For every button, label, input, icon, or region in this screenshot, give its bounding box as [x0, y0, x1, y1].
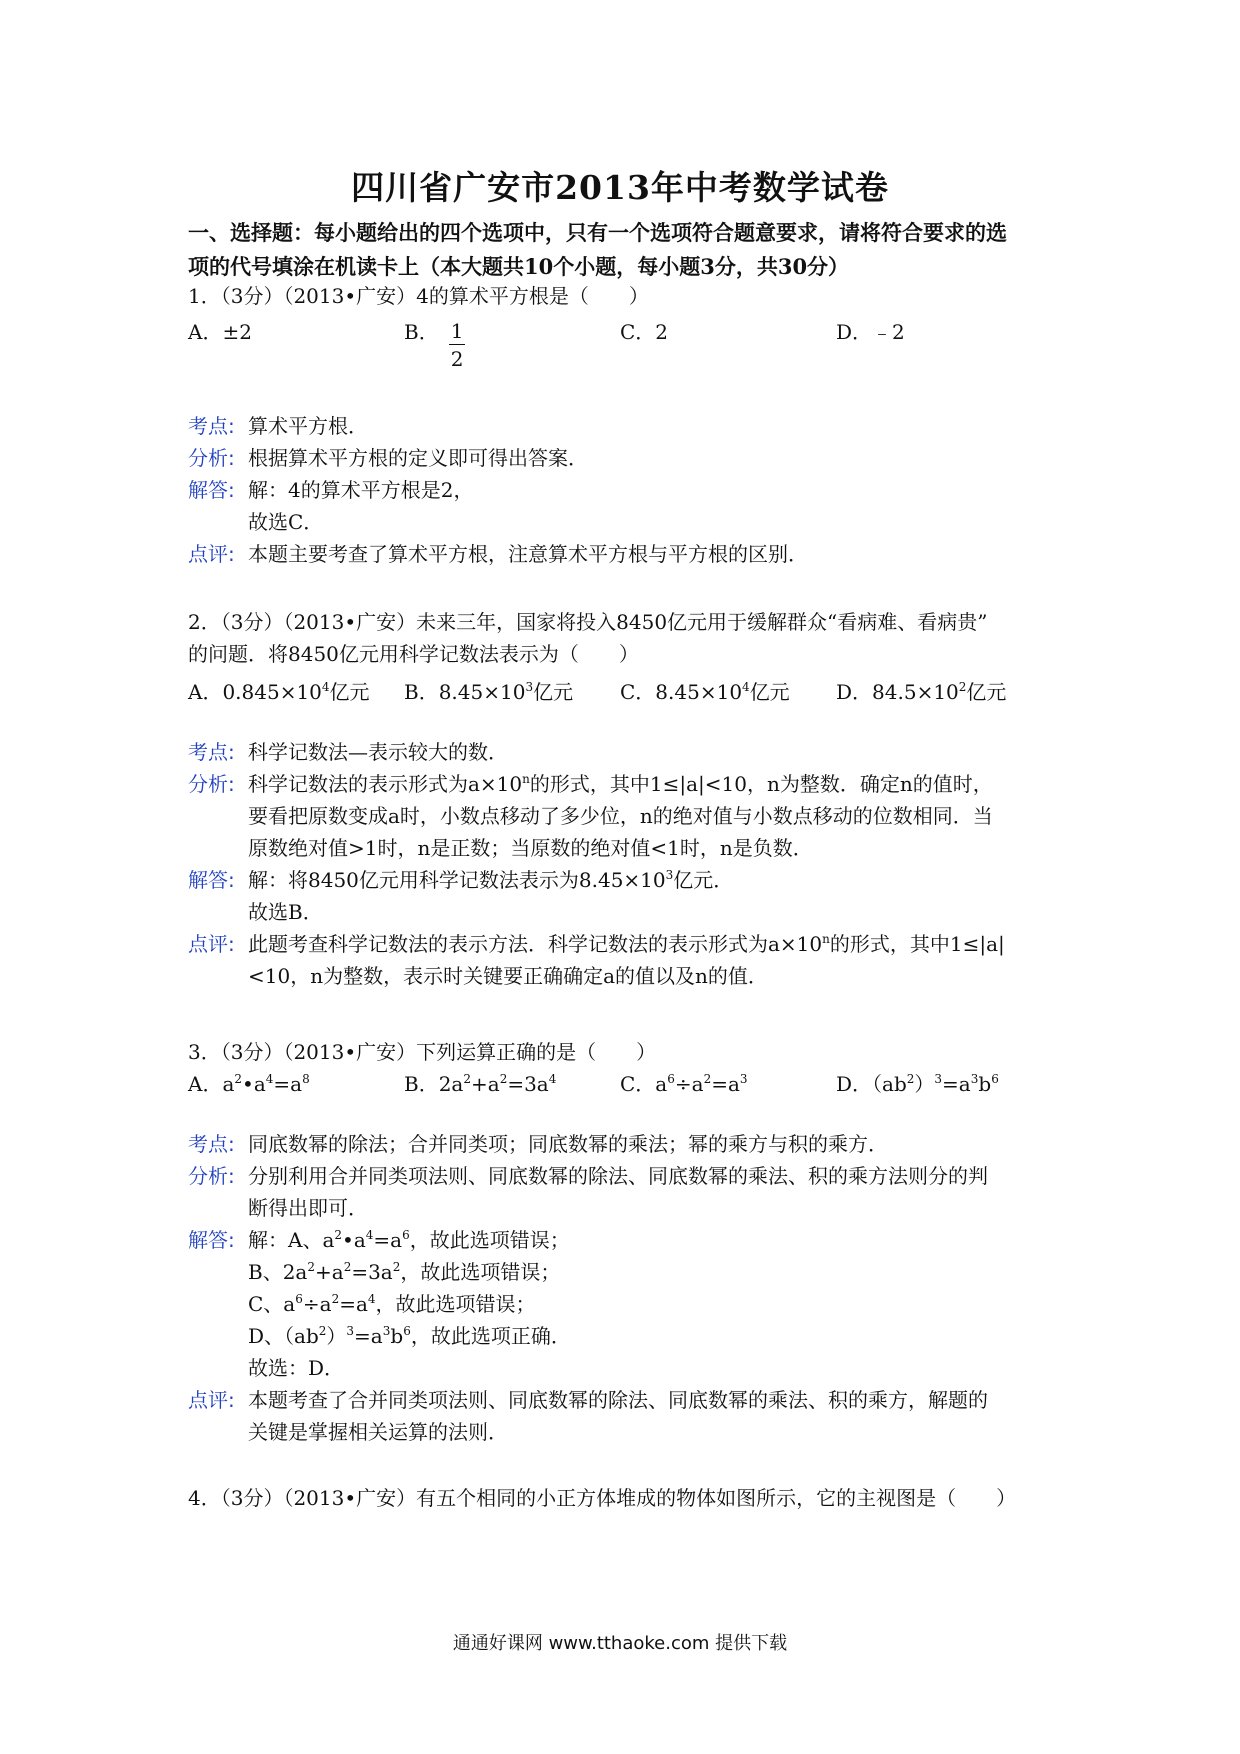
option-b-unit: 亿元 — [533, 680, 574, 704]
expr-part: =a — [339, 1292, 368, 1316]
exponent: 6 — [295, 1292, 303, 1306]
expr-part: b — [390, 1324, 404, 1348]
question-4-stem: 4．（3分）（2013•广安）有五个相同的小正方体堆成的物体如图所示，它的主视图是（ ） — [188, 1486, 1017, 1510]
option-c: C．2 — [620, 320, 669, 344]
fenxi-text: 要看把原数变成a时，小数点移动了多少位，n的绝对值与小数点移动的位数相同．当 — [248, 804, 993, 828]
expr-part: +a — [471, 1072, 500, 1096]
option-b — [404, 316, 465, 371]
option-d-base: D．84.5×10 — [836, 680, 959, 704]
exponent: 3 — [934, 1072, 943, 1086]
expr-part: D．（ab — [836, 1072, 907, 1096]
expr-part: ，故此选项正确． — [410, 1324, 571, 1348]
question-3-analysis — [188, 1128, 1068, 1448]
dianping-text-part: 此题考查科学记数法的表示方法．科学记数法的表示形式为a×10 — [248, 932, 823, 956]
expr-part: B、2a — [248, 1260, 308, 1284]
expr-part: ，故此选项错误； — [400, 1260, 561, 1284]
exponent: 8 — [302, 1072, 310, 1086]
exponent: 2 — [234, 1072, 243, 1086]
option-a: A．±2 — [188, 320, 252, 344]
exponent: 2 — [703, 1072, 712, 1086]
expr-part: b — [978, 1072, 992, 1096]
dianping-text: 本题考查了合并同类项法则、同底数幂的除法、同底数幂的乘法、积的乘方，解题的 — [248, 1388, 988, 1412]
exponent: 2 — [499, 1072, 508, 1086]
jieda-label: 解答: — [188, 1228, 235, 1252]
exponent: n — [822, 932, 830, 946]
kaodian-label: 考点: — [188, 414, 235, 438]
section-heading-line-2: 项的代号填涂在机读卡上（本大题共10个小题，每小题3分，共30分） — [188, 254, 850, 279]
kaodian-label: 考点: — [188, 740, 235, 764]
jieda-text — [248, 1288, 1068, 1320]
expr-part: ，故此选项错误； — [375, 1292, 536, 1316]
exponent: 2 — [958, 680, 967, 694]
expr-part: •a — [242, 1072, 266, 1096]
jieda-label: 解答: — [188, 478, 235, 502]
option-c-base: C．8.45×10 — [620, 680, 743, 704]
exponent: 2 — [392, 1260, 401, 1274]
exponent: 2 — [307, 1260, 315, 1274]
kaodian-text: 同底数幂的除法；合并同类项；同底数幂的乘法；幂的乘方与积的乘方． — [248, 1132, 888, 1156]
option-b-base: B．8.45×10 — [404, 680, 526, 704]
question-2-stem — [188, 606, 1068, 670]
question-1-options — [188, 316, 1068, 371]
exponent: 4 — [548, 1072, 557, 1086]
option-d: D．﹣2 — [836, 320, 905, 344]
jieda-text — [248, 1224, 1068, 1256]
option-c-unit: 亿元 — [749, 680, 790, 704]
expr-part: =a — [942, 1072, 971, 1096]
expr-part: =3a — [351, 1260, 393, 1284]
exponent: 2 — [318, 1324, 327, 1338]
question-3-stem: 3．（3分）（2013•广安）下列运算正确的是（ ） — [188, 1040, 657, 1064]
fenxi-text — [248, 768, 1068, 800]
expr-part: =3a — [507, 1072, 549, 1096]
page-footer: 通通好课网 www.tthaoke.com 提供下载 — [452, 1633, 788, 1654]
exponent: 3 — [346, 1324, 355, 1338]
question-1-stem: 1．（3分）（2013•广安）4的算术平方根是（ ） — [188, 284, 649, 308]
jieda-text-part: 亿元． — [673, 868, 734, 892]
kaodian-text: 算术平方根． — [248, 414, 368, 438]
expr-part: A．a — [188, 1072, 235, 1096]
section-heading — [188, 216, 1068, 284]
fenxi-label: 分析: — [188, 1164, 235, 1188]
fenxi-label: 分析: — [188, 772, 235, 796]
exponent: 6 — [403, 1324, 411, 1338]
exponent: 2 — [906, 1072, 915, 1086]
jieda-label: 解答: — [188, 868, 235, 892]
expr-part: +a — [315, 1260, 344, 1284]
exponent: 3 — [665, 868, 674, 882]
dianping-label: 点评: — [188, 932, 235, 956]
option-d — [836, 676, 1006, 705]
jieda-text — [248, 864, 1068, 896]
option-a — [188, 1068, 310, 1097]
expr-part: C、a — [248, 1292, 296, 1316]
kaodian-label: 考点: — [188, 1132, 235, 1156]
section-heading-line-1: 一、选择题：每小题给出的四个选项中，只有一个选项符合题意要求，请将符合要求的选 — [188, 220, 1007, 245]
question-2-options — [188, 676, 1068, 710]
jieda-text: 故选：D． — [248, 1356, 345, 1380]
fenxi-label: 分析: — [188, 446, 235, 470]
exponent: 3 — [382, 1324, 391, 1338]
option-a-unit: 亿元 — [329, 680, 370, 704]
jieda-text: 故选C． — [248, 510, 324, 534]
fraction-denominator: 2 — [450, 347, 464, 371]
dianping-text: <10，n为整数，表示时关键要正确确定a的值以及n的值． — [248, 964, 768, 988]
exponent: 4 — [321, 680, 330, 694]
jieda-text — [248, 1256, 1068, 1288]
fenxi-text: 原数绝对值>1时，n是正数；当原数的绝对值<1时，n是负数． — [248, 836, 813, 860]
expr-part: ） — [914, 1072, 935, 1096]
option-d-unit: 亿元 — [966, 680, 1007, 704]
option-d — [836, 1068, 999, 1097]
exponent: 4 — [742, 680, 750, 694]
dianping-text-part: 的形式，其中1≤|a| — [829, 932, 1005, 956]
exponent: 6 — [991, 1072, 999, 1086]
exponent: 2 — [331, 1292, 340, 1306]
expr-part: ÷a — [674, 1072, 704, 1096]
fenxi-text-part: 科学记数法的表示形式为a×10 — [248, 772, 523, 796]
question-2-analysis — [188, 736, 1068, 992]
option-a-base: A．0.845×10 — [188, 680, 322, 704]
jieda-text: 故选B． — [248, 900, 323, 924]
option-a — [188, 676, 370, 705]
expr-part: C．a — [620, 1072, 668, 1096]
question-2-stem-line-1: 2．（3分）（2013•广安）未来三年，国家将投入8450亿元用于缓解群众“看病难、看病贵” — [188, 610, 988, 634]
expr-part: ，故此选项错误； — [409, 1228, 570, 1252]
option-b-prefix: B． — [404, 320, 439, 344]
exponent: 4 — [367, 1292, 376, 1306]
expr-part: •a — [342, 1228, 366, 1252]
exponent: 2 — [334, 1228, 343, 1242]
question-3-options — [188, 1068, 1068, 1102]
expr-part: =a — [711, 1072, 740, 1096]
option-b — [404, 676, 573, 705]
option-c — [620, 1068, 748, 1097]
option-c — [620, 676, 790, 705]
exponent: 3 — [739, 1072, 748, 1086]
fraction — [449, 318, 466, 373]
exponent: 3 — [525, 680, 534, 694]
dianping-label: 点评: — [188, 1388, 235, 1412]
expr-part: =a — [273, 1072, 303, 1096]
fenxi-text: 断得出即可． — [248, 1196, 368, 1220]
exponent: 2 — [463, 1072, 471, 1086]
dianping-label: 点评: — [188, 542, 235, 566]
expr-part: D、（ab — [248, 1324, 319, 1348]
fraction-numerator: 1 — [450, 319, 464, 343]
exponent: 6 — [402, 1228, 410, 1242]
expr-part: =a — [373, 1228, 403, 1252]
option-b — [404, 1068, 556, 1097]
dianping-text: 关键是掌握相关运算的法则． — [248, 1420, 508, 1444]
dianping-text: 本题主要考查了算术平方根，注意算术平方根与平方根的区别． — [248, 542, 808, 566]
expr-part: =a — [354, 1324, 383, 1348]
fenxi-text-part: 的形式，其中1≤|a|<10，n为整数．确定n的值时， — [529, 772, 993, 796]
exponent: 3 — [970, 1072, 979, 1086]
expr-part: B．2a — [404, 1072, 464, 1096]
expr-part: 解：A、a — [248, 1228, 335, 1252]
exponent: n — [522, 772, 530, 786]
question-2-stem-line-2: 的问题．将8450亿元用科学记数法表示为（ ） — [188, 642, 639, 666]
kaodian-text: 科学记数法—表示较大的数． — [248, 740, 508, 764]
fenxi-text: 根据算术平方根的定义即可得出答案． — [248, 446, 588, 470]
question-1-analysis — [188, 410, 1068, 570]
jieda-text: 解：4的算术平方根是2， — [248, 478, 474, 502]
fenxi-text: 分别利用合并同类项法则、同底数幂的除法、同底数幂的乘法、积的乘方法则分的判 — [248, 1164, 988, 1188]
jieda-text — [248, 1320, 1068, 1352]
dianping-text — [248, 928, 1068, 960]
jieda-text-part: 解：将8450亿元用科学记数法表示为8.45×10 — [248, 868, 666, 892]
exponent: 2 — [343, 1260, 352, 1274]
exponent: 4 — [365, 1228, 374, 1242]
exponent: 6 — [667, 1072, 675, 1086]
page-title: 四川省广安市2013年中考数学试卷 — [351, 168, 889, 207]
expr-part: ） — [326, 1324, 347, 1348]
exponent: 4 — [265, 1072, 274, 1086]
expr-part: ÷a — [302, 1292, 332, 1316]
